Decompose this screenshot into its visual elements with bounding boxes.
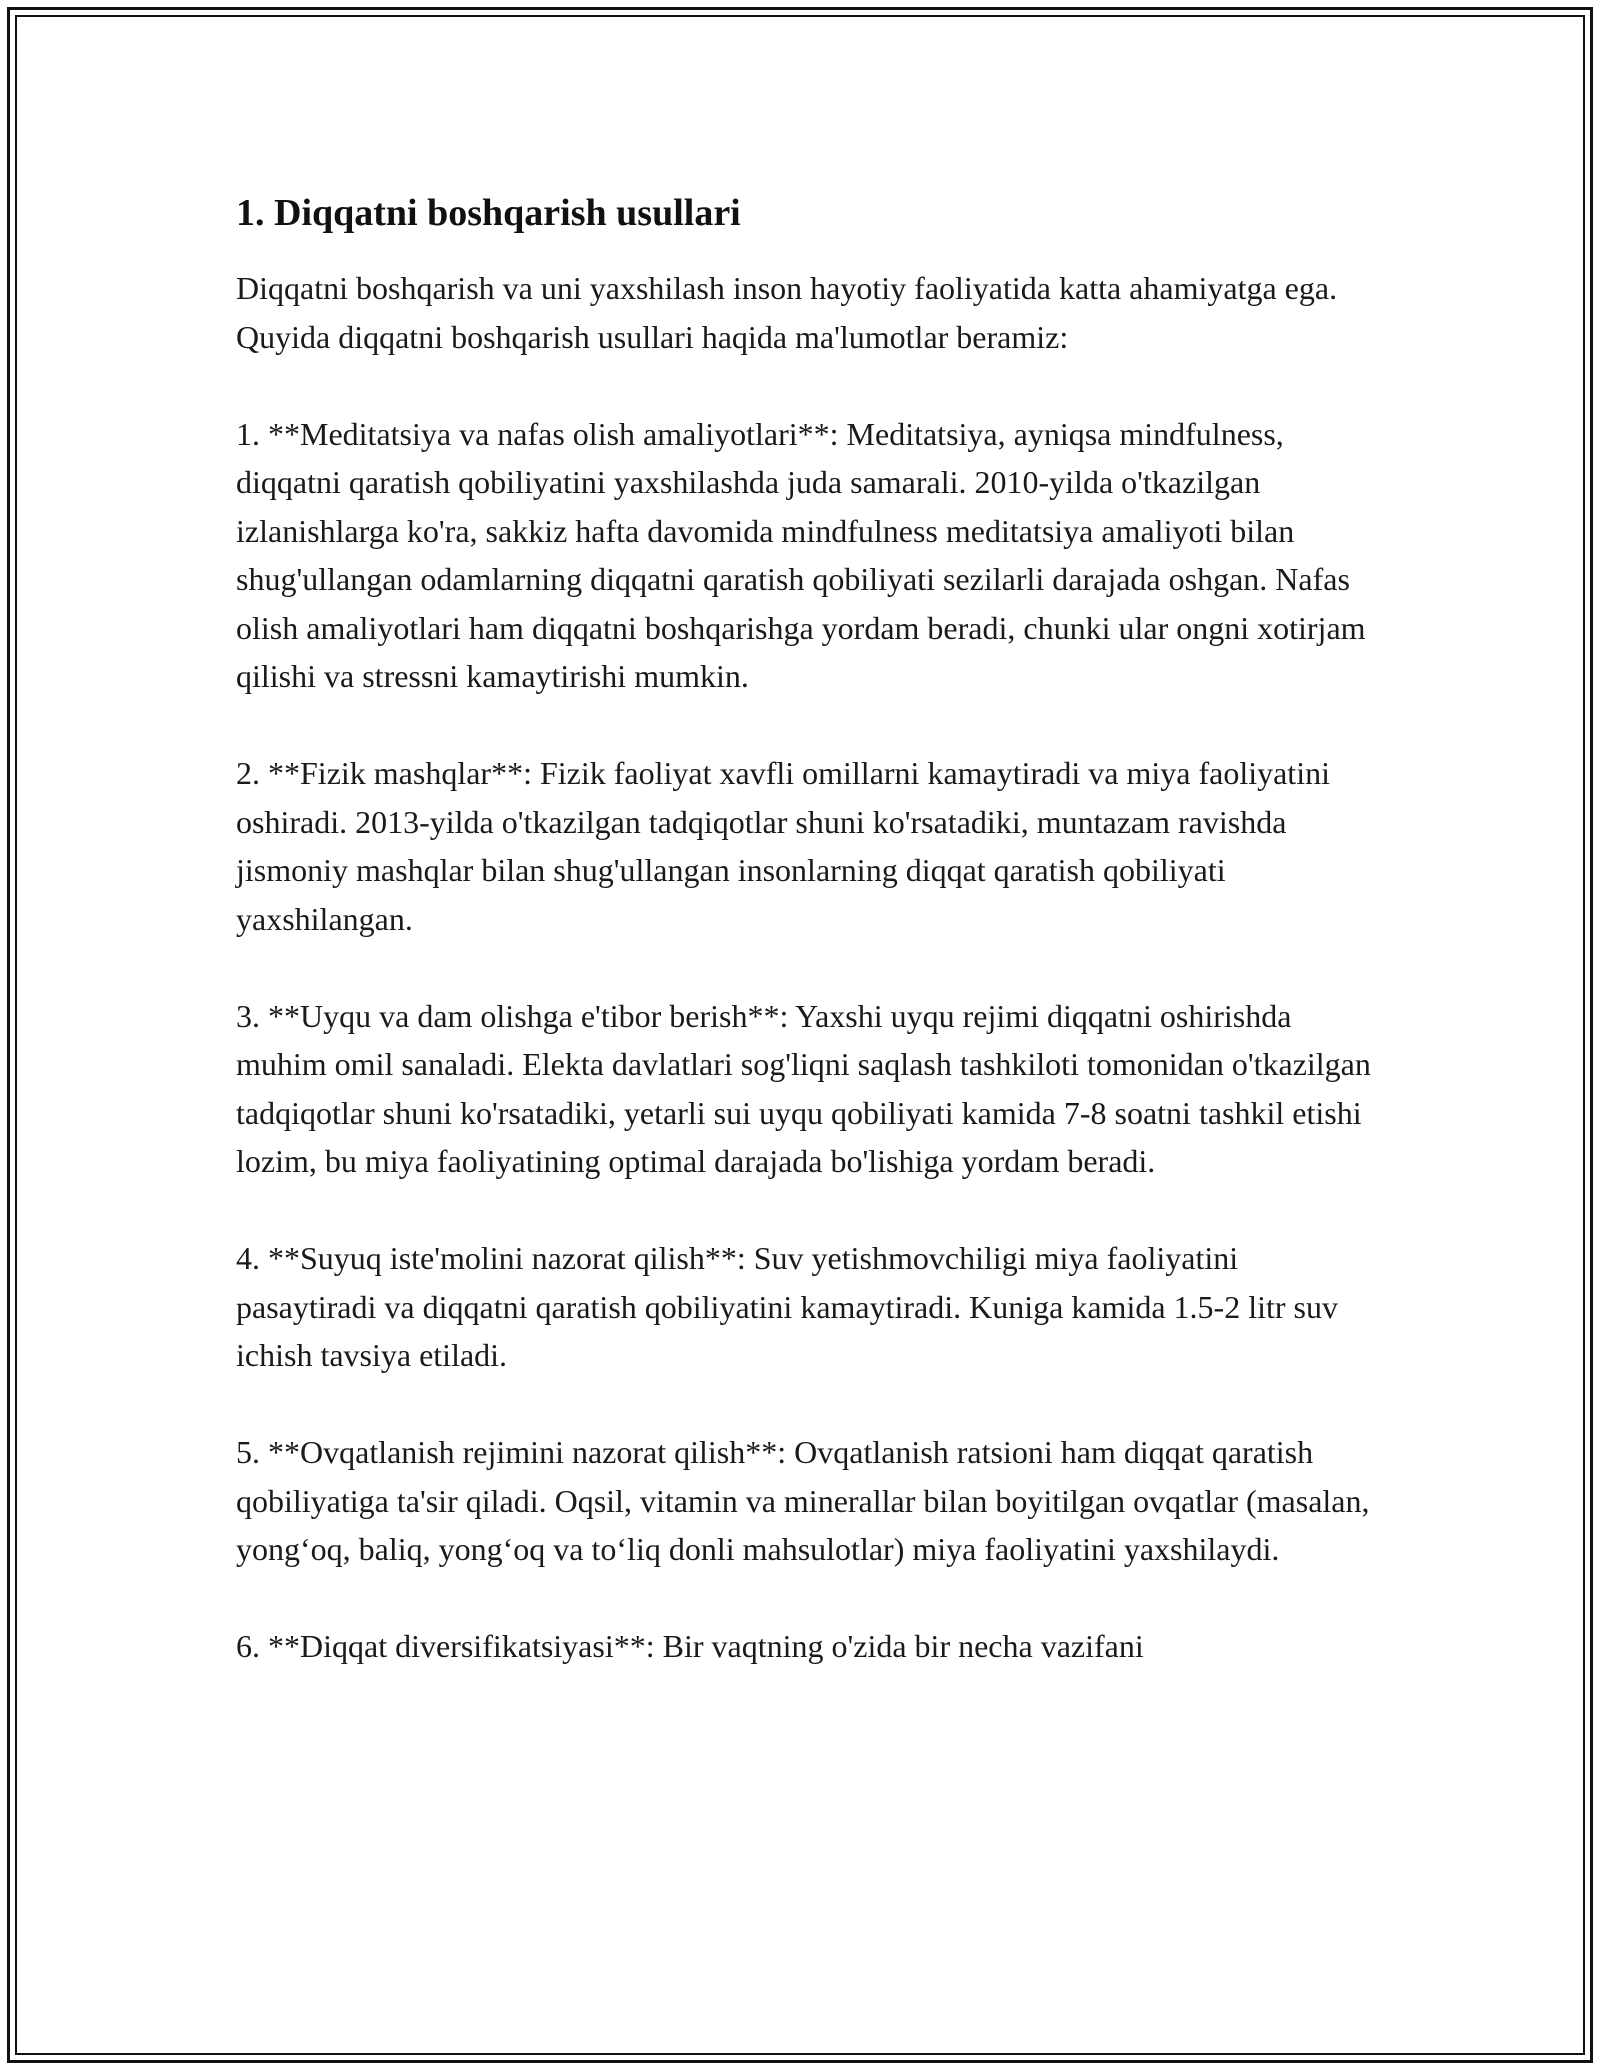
section-heading: 1. Diqqatni boshqarish usullari <box>236 192 741 234</box>
document-body <box>236 183 1376 1671</box>
list-item-sleep: 3. **Uyqu va dam olishga e'tibor berish**: Yaxshi uyqu rejimi diqqatni oshirishda muhim omil sanaladi. Elekta davlatlari sog'liqni saqlash tashkiloti tomonidan o'tkazilgan tadqiqotlar shuni ko'rsatadiki, yetarli sui uyqu qobiliyati kamida 7-8 soatni tashkil etishi lozim, bu miya faoliyatining optimal darajada bo'lishiga yordam beradi. <box>236 997 1371 1179</box>
list-item-exercise: 2. **Fizik mashqlar**: Fizik faoliyat xavfli omillarni kamaytiradi va miya faoliyatini oshiradi. 2013-yilda o'tkazilgan tadqiqotlar shuni ko'rsatadiki, muntazam ravishda jismoniy mashqlar bilan shug'ullangan insonlarning diqqat qaratish qobiliyati yaxshilangan. <box>236 755 1330 937</box>
list-item-diversification: 6. **Diqqat diversifikatsiyasi**: Bir vaqtning o'zida bir necha vazifani <box>236 1628 1144 1664</box>
list-item-nutrition: 5. **Ovqatlanish rejimini nazorat qilish**: Ovqatlanish ratsioni ham diqqat qaratish qobiliyatiga ta'sir qiladi. Oqsil, vitamin va minerallar bilan boyitilgan ovqatlar (masalan, yong‘oq, baliq, yong‘oq va to‘liq donli mahsulotlar) miya faoliyatini yaxshilaydi. <box>236 1434 1370 1567</box>
list-item-meditation: 1. **Meditatsiya va nafas olish amaliyotlari**: Meditatsiya, ayniqsa mindfulness, diqqatni qaratish qobiliyatini yaxshilashda juda samarali. 2010-yilda o'tkazilgan izlanishlarga ko'ra, sakkiz hafta davomida mindfulness meditatsiya amaliyoti bilan shug'ullangan odamlarning diqqatni qaratish qobiliyati sezilarli darajada oshgan. Nafas olish amaliyotlari ham diqqatni boshqarishga yordam beradi, chunki ular ongni xotirjam qilishi va stressni kamaytirishi mumkin. <box>236 415 1366 694</box>
intro-paragraph: Diqqatni boshqarish va uni yaxshilash inson hayotiy faoliyatida katta ahamiyatga ega. Quyida diqqatni boshqarish usullari haqida ma'lumotlar beramiz: <box>236 270 1338 355</box>
list-item-hydration: 4. **Suyuq iste'molini nazorat qilish**: Suv yetishmovchiligi miya faoliyatini pasaytiradi va diqqatni qaratish qobiliyatini kamaytiradi. Kuniga kamida 1.5-2 litr suv ichish tavsiya etiladi. <box>236 1240 1338 1373</box>
